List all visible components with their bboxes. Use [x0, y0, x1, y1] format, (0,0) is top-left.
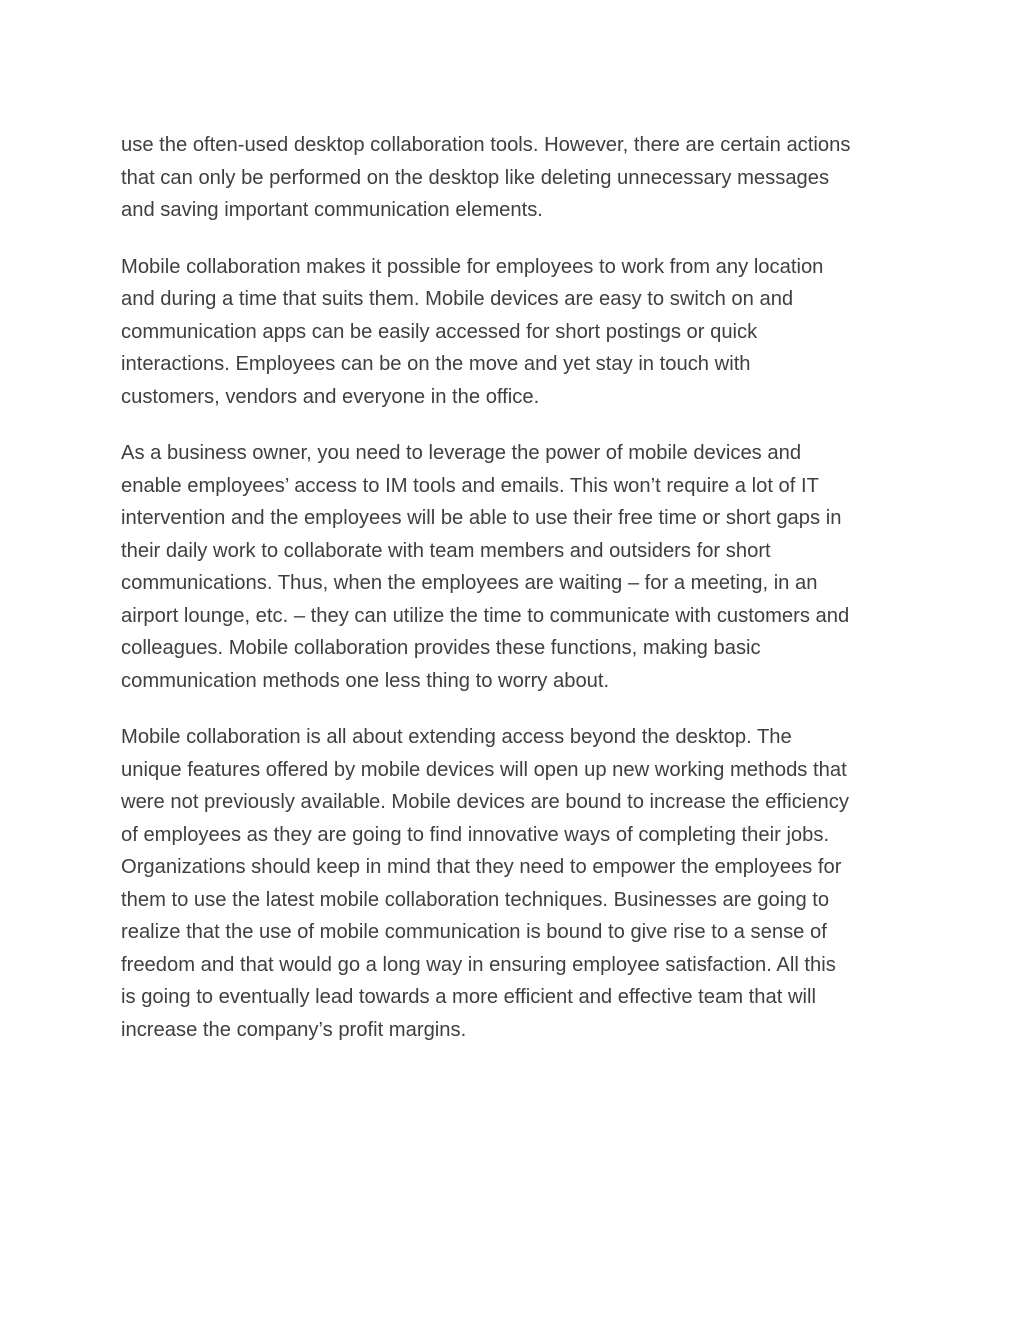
paragraph: [121, 251, 911, 414]
paragraph: [121, 437, 911, 697]
text-line: use the often-used desktop collaboration tools. However, there are certain actions: [121, 134, 851, 156]
text-line: and during a time that suits them. Mobile devices are easy to switch on and: [121, 288, 794, 310]
text-line: intervention and the employees will be able to use their free time or short gaps in: [121, 507, 842, 529]
text-line: were not previously available. Mobile devices are bound to increase the efficiency: [121, 791, 849, 813]
text-line: freedom and that would go a long way in ensuring employee satisfaction. All this: [121, 953, 836, 976]
text-line: them to use the latest mobile collaboration techniques. Businesses are going to: [121, 888, 830, 911]
text-line: is going to eventually lead towards a more efficient and effective team that will: [121, 986, 816, 1008]
text-line: Organizations should keep in mind that they need to empower the employees for: [121, 856, 842, 878]
text-line: Mobile collaboration makes it possible for employees to work from any location: [121, 255, 824, 278]
document-body: [121, 129, 911, 1070]
text-line: customers, vendors and everyone in the office.: [121, 385, 540, 408]
text-line: of employees as they are going to find innovative ways of completing their jobs.: [121, 823, 830, 846]
text-line: increase the company’s profit margins.: [121, 1018, 467, 1041]
text-line: communication apps can be easily accessed for short postings or quick: [121, 320, 758, 343]
text-line: unique features offered by mobile devices will open up new working methods that: [121, 758, 847, 781]
text-line: and saving important communication elements.: [121, 199, 543, 221]
text-line: that can only be performed on the desktop like deleting unnecessary messages: [121, 166, 830, 189]
text-line: Mobile collaboration is all about extending access beyond the desktop. The: [121, 726, 792, 748]
text-line: As a business owner, you need to leverage the power of mobile devices and: [121, 442, 802, 464]
text-line: their daily work to collaborate with team members and outsiders for short: [121, 539, 771, 562]
text-line: colleagues. Mobile collaboration provides these functions, making basic: [121, 637, 761, 659]
text-line: realize that the use of mobile communication is bound to give rise to a sense of: [121, 921, 827, 943]
text-line: airport lounge, etc. – they can utilize the time to communicate with customers and: [121, 604, 850, 627]
text-line: enable employees’ access to IM tools and emails. This won’t require a lot of IT: [121, 474, 819, 497]
text-line: communications. Thus, when the employees are waiting – for a meeting, in an: [121, 572, 818, 594]
paragraph: [121, 129, 911, 227]
text-line: interactions. Employees can be on the move and yet stay in touch with: [121, 353, 751, 375]
paragraph: [121, 721, 911, 1046]
text-line: communication methods one less thing to worry about.: [121, 669, 610, 692]
